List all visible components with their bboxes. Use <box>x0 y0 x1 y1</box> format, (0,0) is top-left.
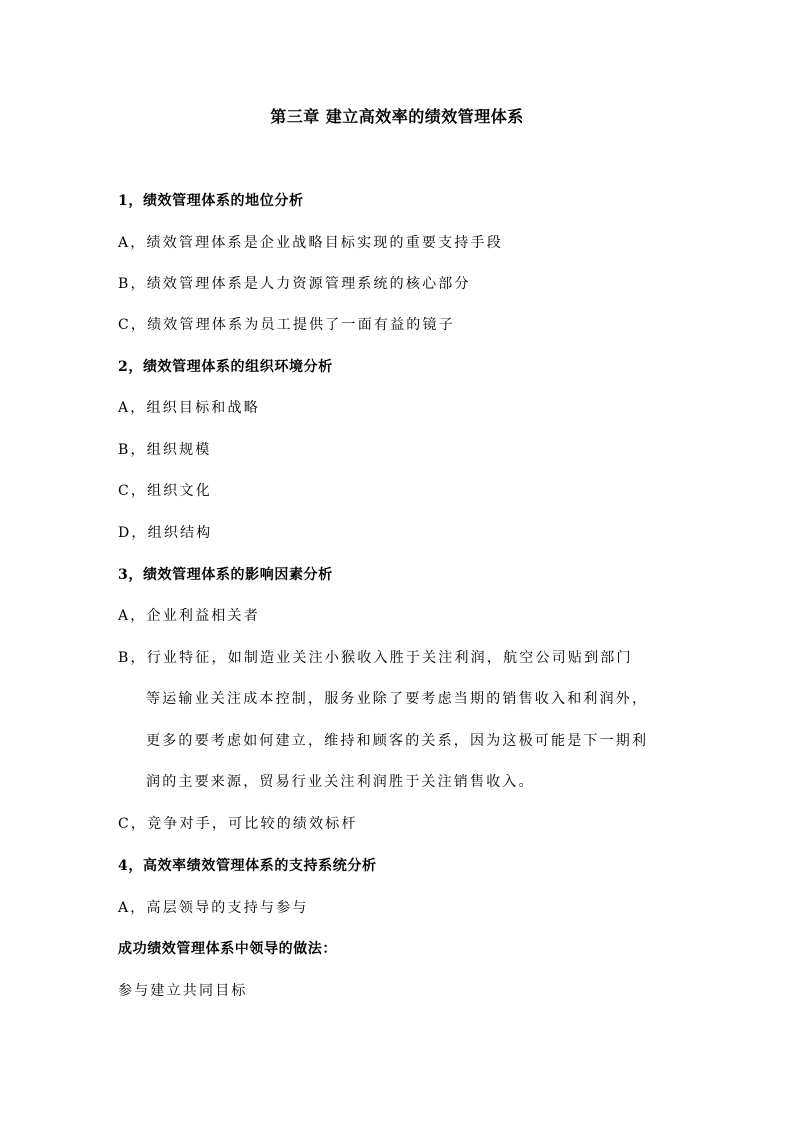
list-item-continuation: 润的主要来源，贸易行业关注利润胜于关注销售收入。 <box>146 774 535 790</box>
list-item: C，竞争对手，可比较的绩效标杆 <box>118 816 358 832</box>
list-item: A，组织目标和战略 <box>118 400 260 416</box>
list-item: B，组织规模 <box>118 442 212 458</box>
list-item: 参与建立共同目标 <box>118 983 248 999</box>
section-heading-3: 3，绩效管理体系的影响因素分析 <box>118 567 333 583</box>
list-item: C，组织文化 <box>118 483 212 499</box>
list-item: B，绩效管理体系是人力资源管理系统的核心部分 <box>118 276 471 292</box>
list-item-continuation: 更多的要考虑如何建立，维持和顾客的关系，因为这极可能是下一期利 <box>146 733 649 749</box>
list-item-continuation: 等运输业关注成本控制，服务业除了要考虑当期的销售收入和利润外， <box>146 691 649 707</box>
section-heading-1: 1，绩效管理体系的地位分析 <box>118 193 304 209</box>
list-item: A，企业利益相关者 <box>118 608 260 624</box>
section-heading-4: 4，高效率绩效管理体系的支持系统分析 <box>118 858 377 874</box>
list-item: B，行业特征，如制造业关注小猴收入胜于关注利润，航空公司贴到部门 <box>118 650 633 666</box>
list-item: C，绩效管理体系为员工提供了一面有益的镜子 <box>118 317 455 333</box>
chapter-title: 第三章 建立高效率的绩效管理体系 <box>270 107 524 126</box>
list-item: A，高层领导的支持与参与 <box>118 900 309 916</box>
section-heading-2: 2，绩效管理体系的组织环境分析 <box>118 359 333 375</box>
list-item: D，组织结构 <box>118 525 213 541</box>
list-item: A，绩效管理体系是企业战略目标实现的重要支持手段 <box>118 235 503 251</box>
subheading: 成功绩效管理体系中领导的做法： <box>118 941 337 957</box>
